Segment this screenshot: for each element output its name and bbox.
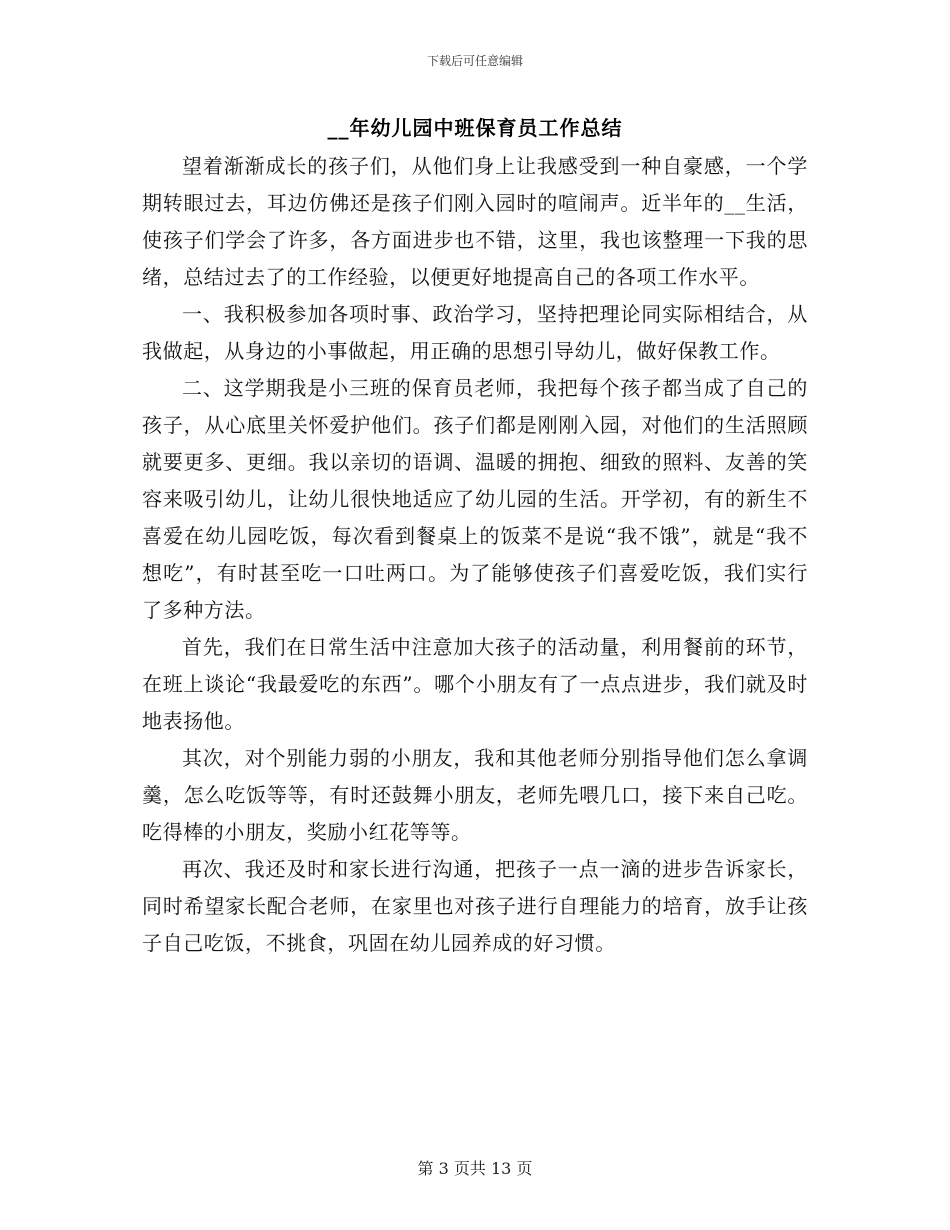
paragraph-third-method: 再次、我还及时和家长进行沟通，把孩子一点一滴的进步告诉家长，同时希望家长配合老师，在家里也对孩子进行自理能力的培育，放手让孩子自己吃饭，不挑食，巩固在幼儿园养成的好习惯。 [142,857,808,955]
page-number: 第 3 页共 13 页 [417,1159,533,1178]
paragraph-second-method: 其次，对个别能力弱的小朋友，我和其他老师分别指导他们怎么拿调羹，怎么吃饭等等，有时还鼓舞小朋友，老师先喂几口，接下来自己吃。吃得棒的小朋友，奖励小红花等等。 [142,746,808,844]
paragraph-point-two: 二、这学期我是小三班的保育员老师，我把每个孩子都当成了自己的孩子，从心底里关怀爱护他们。孩子们都是刚刚入园，对他们的生活照顾就要更多、更细。我以亲切的语调、温暖的拥抱、细致的照料、友善的笑容来吸引幼儿，让幼儿很快地适应了幼儿园的生活。开学初，有的新生不喜爱在幼儿园吃饭，每次看到餐桌上的饭菜不是说“我不饿”，就是“我不想吃”，有时甚至吃一口吐两口。为了能够使孩子们喜爱吃饭，我们实行了多种方法。 [142,376,808,622]
header-note: 下载后可任意编辑 [426,54,523,68]
paragraph-intro: 望着渐渐成长的孩子们，从他们身上让我感受到一种自豪感，一个学期转眼过去，耳边仿佛还是孩子们刚入园时的喧闹声。近半年的__生活，使孩子们学会了许多，各方面进步也不错，这里，我也该整理一下我的思绪，总结过去了的工作经验，以便更好地提高自己的各项工作水平。 [142,154,808,289]
paragraph-point-one: 一、我积极参加各项时事、政治学习，坚持把理论同实际相结合，从我做起，从身边的小事做起，用正确的思想引导幼儿，做好保教工作。 [142,302,808,363]
document-title: __年幼儿园中班保育员工作总结 [327,116,623,140]
document-body [142,148,808,962]
paragraph-first-method: 首先，我们在日常生活中注意加大孩子的活动量，利用餐前的环节，在班上谈论“我最爱吃的东西”。哪个小朋友有了一点点进步，我们就及时地表扬他。 [142,635,808,733]
